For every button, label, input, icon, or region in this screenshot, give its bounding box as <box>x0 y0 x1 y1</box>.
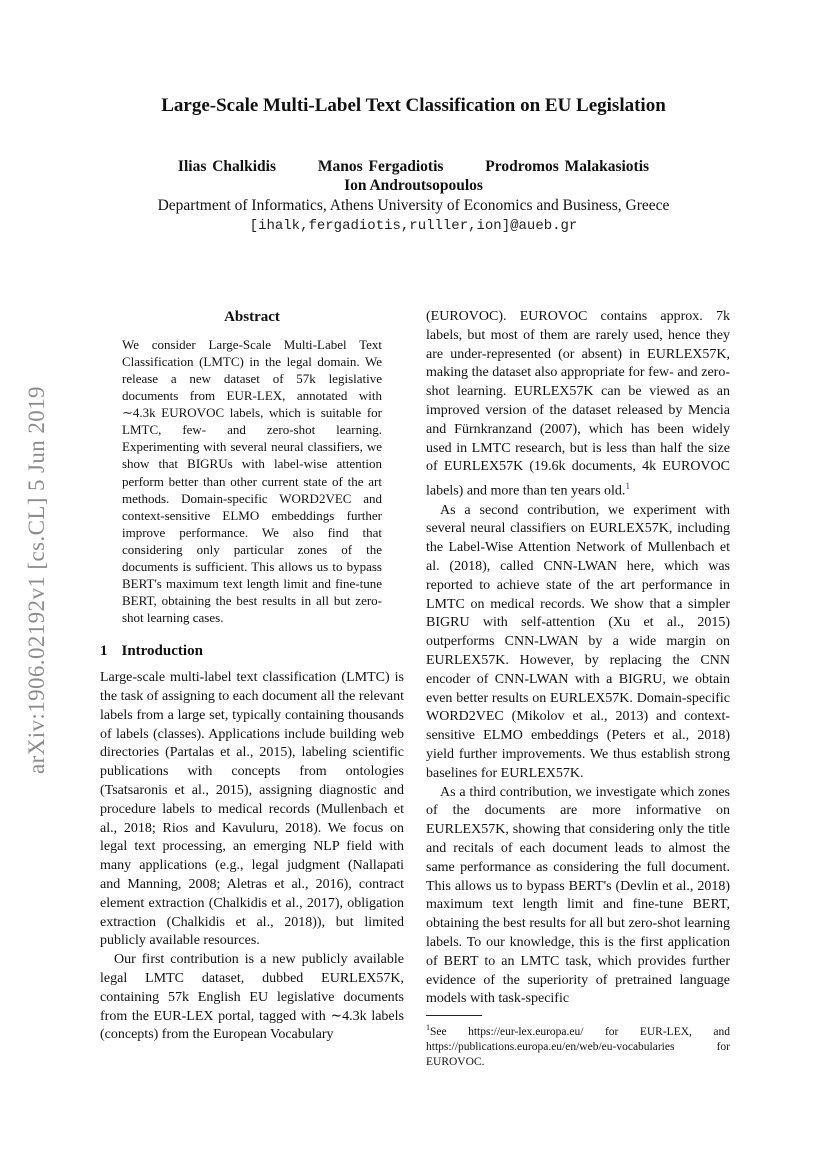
paper-title: Large-Scale Multi-Label Text Classification on EU Legislation <box>161 95 666 116</box>
affiliation: Department of Informatics, Athens University of Economics and Business, Greece <box>157 197 670 214</box>
abstract-heading: Abstract <box>224 309 280 325</box>
paragraph-text: (EUROVOC). EUROVOC contains approx. 7k labels, but most of them are rarely used, hence they are under-represented (or absent) in EURLEX57K, making the dataset also appropriate for few- and zero-shot learning. EURLEX57K can be viewed as an improved version of the dataset released by Mencia and Fürnkranzand (2007), which has been widely used in LMTC research, but is less than half the size of EURLEX57K (19.6k documents, 4k EUROVOC labels) and more than ten years old. <box>426 309 730 499</box>
footnote-mark: 1 <box>426 1023 430 1032</box>
footnote-text: See https://eur-lex.europa.eu/ for EUR-LEX, and https://publications.europa.eu/en/web/eu-vocabularies for EUROVOC. <box>426 1025 730 1068</box>
arxiv-stamp-text: arXiv:1906.02192v1 [cs.CL] 5 Jun 2019 <box>24 386 50 774</box>
author-name: Ion Androutsopoulos <box>344 177 483 194</box>
section-number: 1 <box>100 643 108 660</box>
right-column <box>426 308 730 1009</box>
author-name: Manos Fergadiotis <box>317 158 444 175</box>
arxiv-stamp <box>12 290 62 870</box>
author-list <box>0 158 827 176</box>
paragraph: Large-scale multi-label text classification (LMTC) is the task of assigning to each document all the relevant labels from a large set, typically containing thousands of labels (classes). Applications include building web directories (Partalas et al., 2015), labeling scientific publications with concepts from ontologies (Tsatsaronis et al., 2015), assigning diagnostic and procedure labels to medical records (Mullenbach et al., 2018; Rios and Kavuluru, 2018). We focus on legal text processing, an emerging NLP field with many applications (e.g., legal judgment (Nallapati and Manning, 2008; Aletras et al., 2016), contract element extraction (Chalkidis et al., 2017), obligation extraction (Chalkidis et al., 2018)), but limited publicly available resources. <box>100 670 404 949</box>
footnote-reference[interactable]: 1 <box>625 481 630 492</box>
paragraph-continued <box>426 308 730 502</box>
author-name: Prodromos Malakasiotis <box>485 158 650 175</box>
author-emails: [ihalk,fergadiotis,rulller,ion]@aueb.gr <box>249 218 578 234</box>
paragraph: As a third contribution, we investigate which zones of the documents are more informative on EURLEX57K, showing that considering only the title and recitals of each document leads to almost the same performance as considering the full document. This allows us to bypass BERT's (Devlin et al., 2018) maximum text length limit and fine-tune BERT, obtaining the best results for all but zero-shot learning labels. To our knowledge, this is the first application of BERT to an LMTC task, which provides further evidence of the superiority of pretrained language models with task-specific <box>426 784 730 1007</box>
footnote-divider <box>426 1015 482 1016</box>
abstract-text: We consider Large-Scale Multi-Label Text Classification (LMTC) in the legal domain. We release a new dataset of 57k legislative documents from EUR-LEX, annotated with ∼4.3k EUROVOC labels, which is suitable for LMTC, few- and zero-shot learning. Experimenting with several neural classifiers, we show that BIGRUs with label-wise attention perform better than other current state of the art methods. Domain-specific WORD2VEC and context-sensitive ELMO embeddings further improve performance. We also find that considering only particular zones of the documents is sufficient. This allows us to bypass BERT's maximum text length limit and fine-tune BERT, obtaining the best results in all but zero-shot learning cases. <box>122 336 382 626</box>
section-title: Introduction <box>121 643 203 660</box>
left-column <box>100 308 404 1045</box>
author-name: Ilias Chalkidis <box>177 158 276 175</box>
section-heading <box>100 642 404 661</box>
footnote <box>426 1020 730 1070</box>
paragraph: As a second contribution, we experiment with several neural classifiers on EURLEX57K, including the Label-Wise Attention Network of Mullenbach et al. (2018), called CNN-LWAN here, which was reported to achieve state of the art performance in LMTC on medical records. We show that a simpler BIGRU with self-attention (Xu et al., 2015) outperforms CNN-LWAN by a wide margin on EURLEX57K. However, by replacing the CNN encoder of CNN-LWAN with a BIGRU, we obtain even better results on EURLEX57K. Domain-specific WORD2VEC (Mikolov et al., 2013) and context-sensitive ELMO embeddings (Peters et al., 2018) yield further improvements. We thus establish strong baselines for EURLEX57K. <box>426 502 730 781</box>
paragraph: Our first contribution is a new publicly available legal LMTC dataset, dubbed EURLEX57K, containing 57k English EU legislative documents from the EUR-LEX portal, tagged with ∼4.3k labels (concepts) from the European Vocabulary <box>100 952 404 1043</box>
